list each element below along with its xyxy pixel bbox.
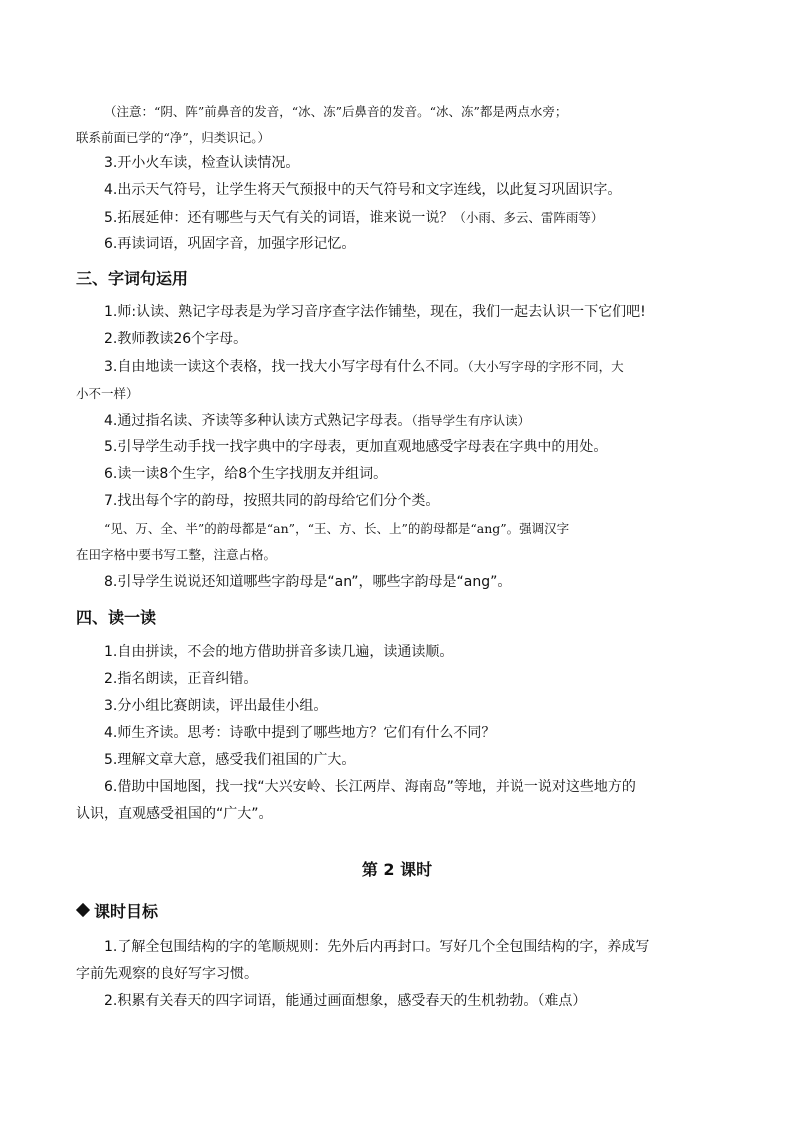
list-item: 1.自由拼读，不会的地方借助拼音多读几遍，读通读顺。 bbox=[104, 644, 454, 660]
list-item bbox=[76, 353, 726, 381]
list-item: 8.引导学生说说还知道哪些字韵母是“an”，哪些字韵母是“ang”。 bbox=[104, 574, 512, 590]
item-note: （小雨、多云、雷阵雨等） bbox=[453, 210, 604, 225]
list-item: 2.指名朗读，正音纠错。 bbox=[104, 671, 258, 687]
item-text: 4.通过指名读、齐读等多种认读方式熟记字母表。 bbox=[104, 413, 412, 429]
list-item: 3.开小火车读，检查认读情况。 bbox=[104, 155, 300, 171]
note-line-1: “见、万、全、半”的韵母都是“an”，“王、方、长、上”的韵母都是“ang”。强调汉字 bbox=[104, 521, 570, 536]
list-item: 6.读一读8个生字，给8个生字找朋友并组词。 bbox=[104, 466, 388, 482]
list-item: 1.师:认读、熟记字母表是为学习音序查字法作铺垫，现在，我们一起去认识一下它们吧! bbox=[104, 304, 646, 320]
list-item: 4.出示天气符号，让学生将天气预报中的天气符号和文字连线，以此复习巩固识字。 bbox=[104, 182, 622, 198]
top-note-line-2: 联系前面已学的“净”，归类识记。） bbox=[76, 130, 271, 145]
list-item: 4.师生齐读。思考：诗歌中提到了哪些地方？它们有什么不同？ bbox=[104, 725, 496, 741]
list-item bbox=[76, 204, 726, 232]
list-item: 6.再读词语，巩固字音，加强字形记忆。 bbox=[104, 236, 356, 252]
section-heading: 四、读一读 bbox=[76, 608, 157, 627]
diamond-bullet-icon bbox=[76, 903, 90, 917]
list-item-continued: 认识，直观感受祖国的“广大”。 bbox=[76, 806, 273, 822]
list-item bbox=[76, 407, 726, 435]
goal-item-continued: 字前先观察的良好写字习惯。 bbox=[76, 966, 258, 982]
goals-heading: 课时目标 bbox=[94, 902, 159, 921]
goals-heading-row bbox=[74, 900, 158, 924]
top-note-line-1: （注意：“阴、阵”前鼻音的发音，“冰、冻”后鼻音的发音。“冰、冻”都是两点水旁； bbox=[104, 104, 568, 119]
goal-item: 2.积累有关春天的四字词语，能通过画面想象，感受春天的生机勃勃。（难点） bbox=[104, 993, 587, 1009]
goal-item: 1.了解全包围结构的字的笔顺规则：先外后内再封口。写好几个全包围结构的字，养成写 bbox=[104, 939, 650, 955]
note-line-2: 在田字格中要书写工整，注意占格。 bbox=[76, 547, 277, 562]
item-text: 3.自由地读一读这个表格，找一找大小写字母有什么不同。 bbox=[104, 359, 468, 375]
lesson-title: 第 2 课时 bbox=[361, 860, 433, 879]
list-item: 7.找出每个字的韵母，按照共同的韵母给它们分个类。 bbox=[104, 493, 440, 509]
item-note: （指导学生有序认读） bbox=[411, 413, 531, 428]
list-item: 5.引导学生动手找一找字典中的字母表，更加直观地感受字母表在字典中的用处。 bbox=[104, 439, 608, 455]
section-heading: 三、字词句运用 bbox=[76, 269, 189, 288]
item-note-continued: 小不一样） bbox=[76, 386, 139, 401]
item-text: 5.拓展延伸：还有哪些与天气有关的词语，谁来说一说？ bbox=[104, 210, 454, 226]
list-item: 2.教师教读26个字母。 bbox=[104, 331, 248, 347]
list-item: 6.借助中国地图，找一找“大兴安岭、长江两岸、海南岛”等地，并说一说对这些地方的 bbox=[104, 779, 636, 795]
item-note: （大小写字母的字形不同，大 bbox=[467, 359, 624, 374]
list-item: 3.分小组比赛朗读，评出最佳小组。 bbox=[104, 698, 328, 714]
list-item: 5.理解文章大意，感受我们祖国的广大。 bbox=[104, 752, 356, 768]
